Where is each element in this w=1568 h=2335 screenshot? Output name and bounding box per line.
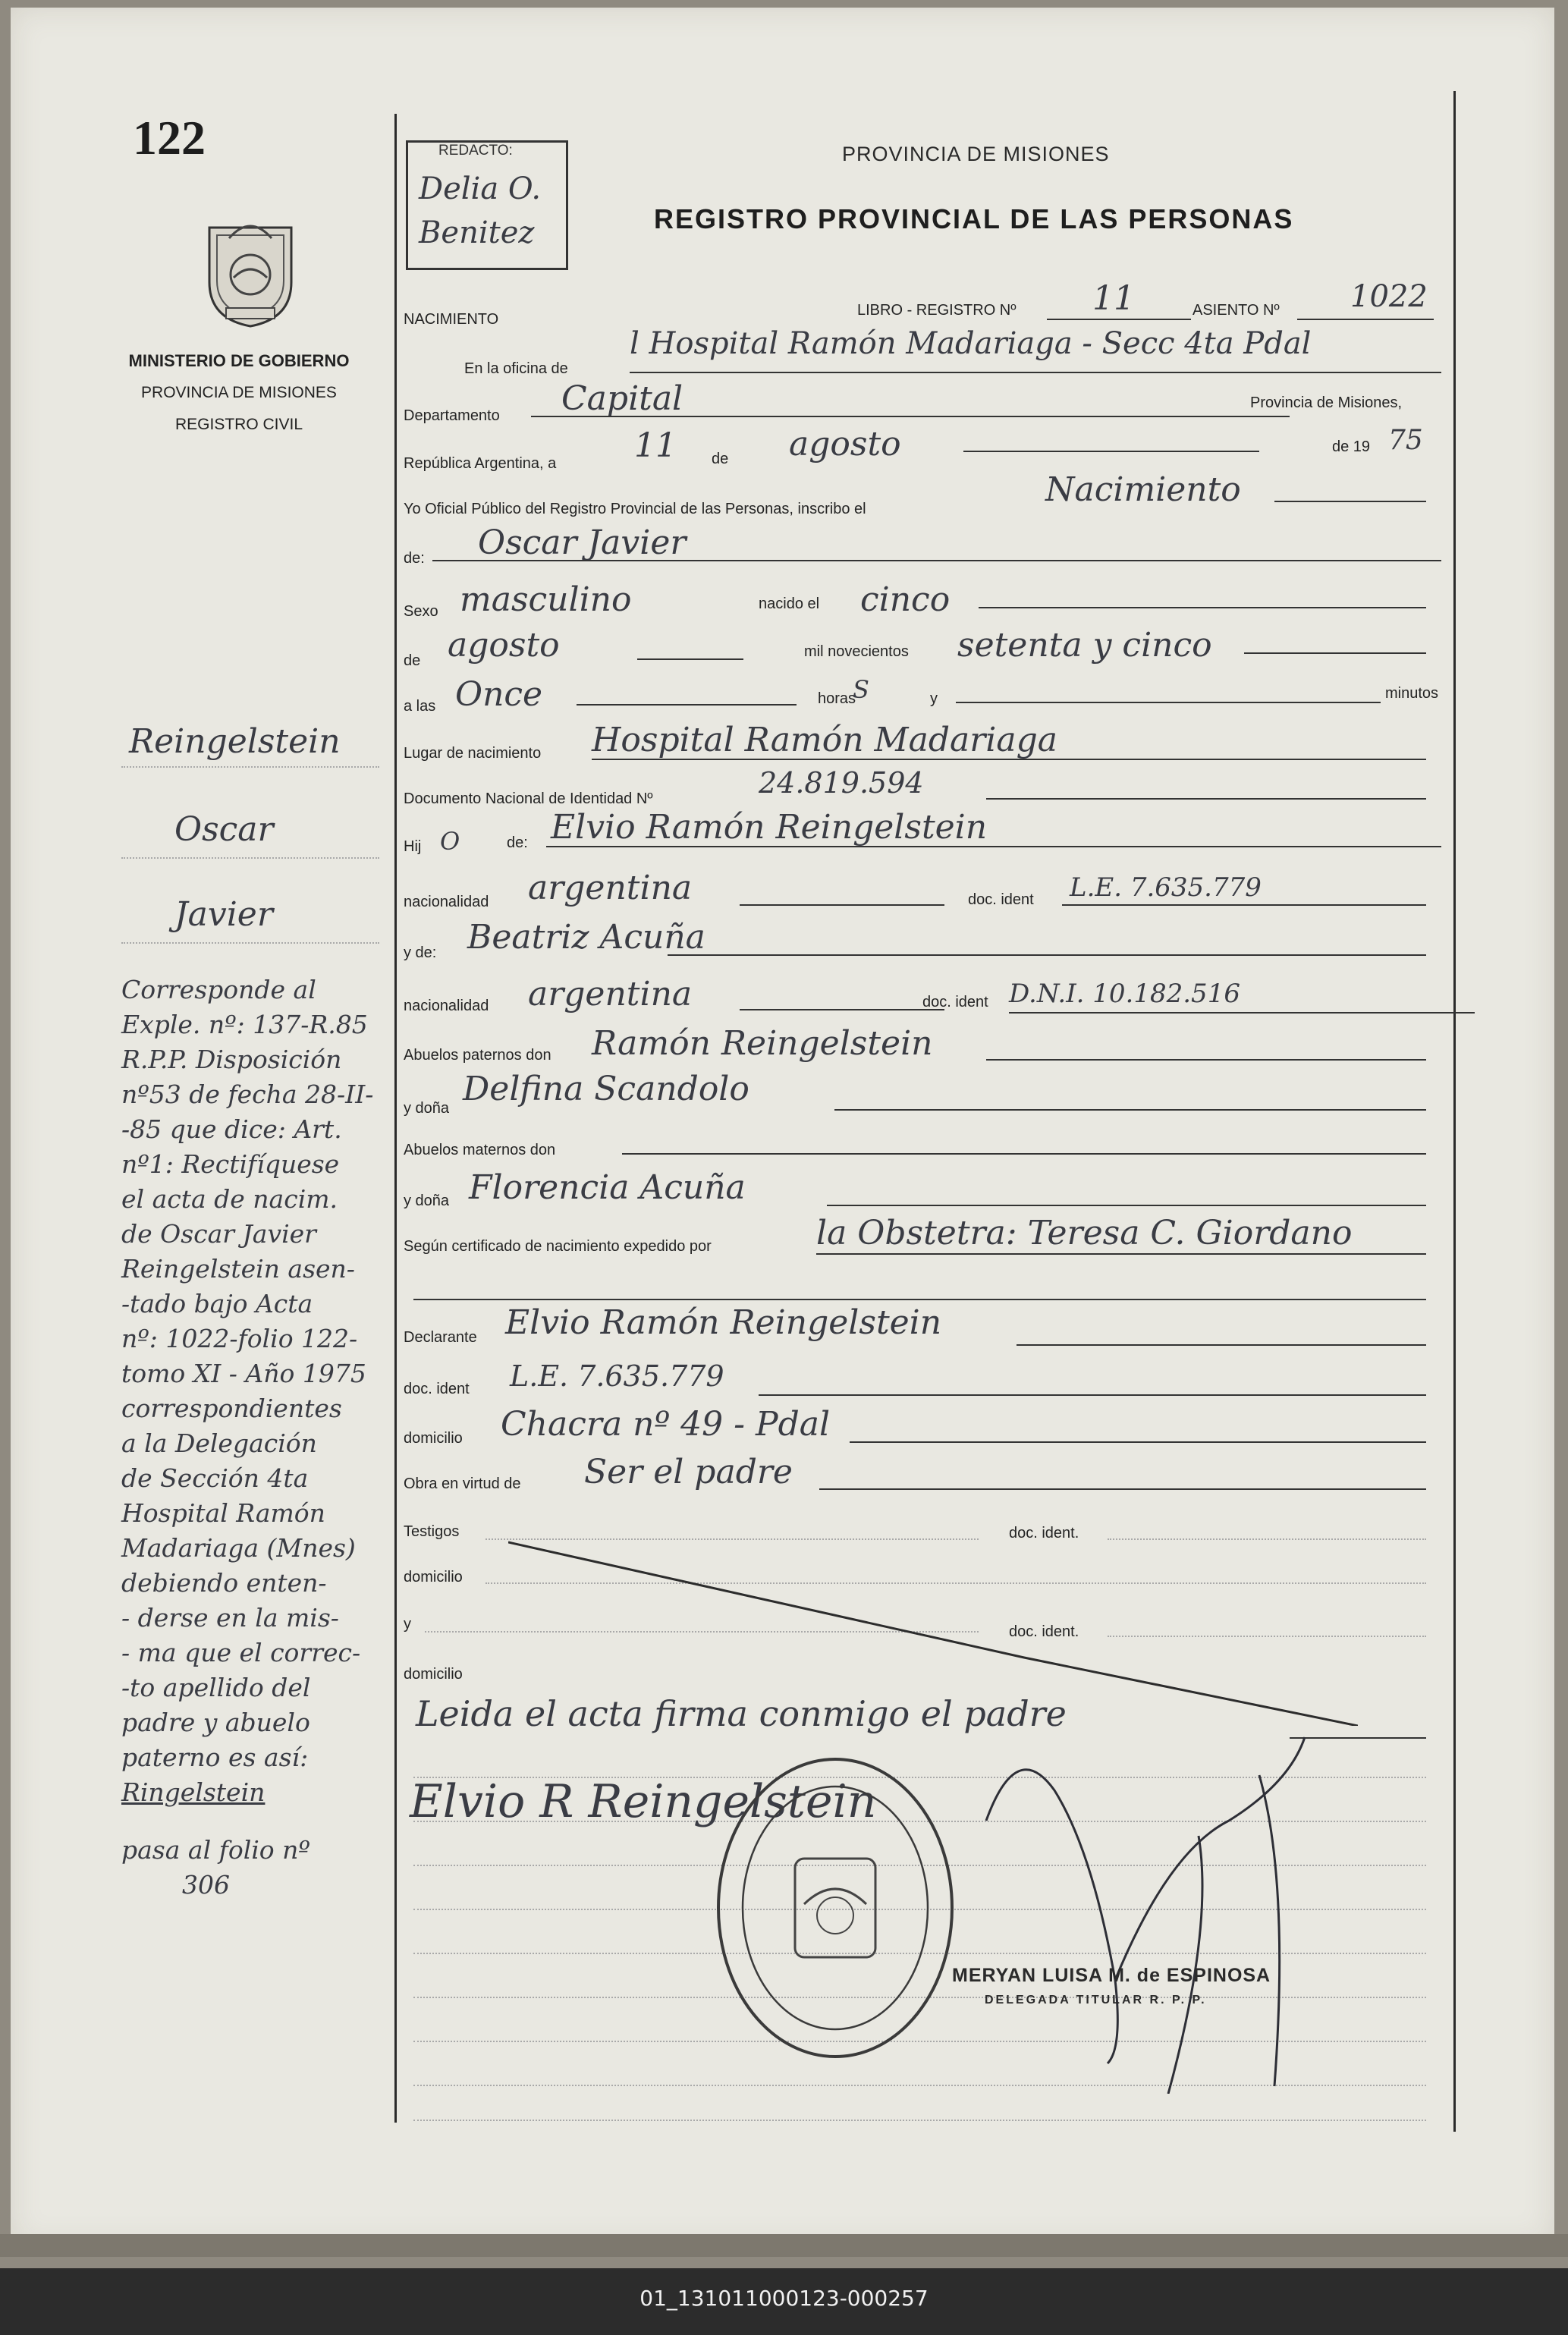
label-testigos: Testigos bbox=[404, 1523, 460, 1540]
value-padre-nac: argentina bbox=[528, 869, 693, 907]
note-line: de Sección 4ta bbox=[121, 1463, 309, 1493]
fill-line bbox=[531, 416, 1290, 417]
label-de: de bbox=[712, 451, 729, 467]
note-line: 306 bbox=[182, 1870, 230, 1900]
label-departamento: Departamento bbox=[404, 407, 500, 424]
margin-line bbox=[121, 766, 379, 768]
value-hijo-suffix: O bbox=[440, 827, 460, 856]
note-line: R.P.P. Disposición bbox=[121, 1045, 342, 1074]
value-departamento: Capital bbox=[561, 379, 683, 418]
image-id-caption: 01_131011000123-000257 bbox=[0, 2268, 1568, 2335]
value-abuelo-pat: Ramón Reingelstein bbox=[592, 1024, 933, 1063]
note-line: nº53 de fecha 28-II- bbox=[121, 1080, 374, 1109]
value-dni: 24.819.594 bbox=[759, 766, 924, 800]
fill-line bbox=[979, 607, 1426, 608]
label-de-year: de 19 bbox=[1332, 438, 1371, 455]
note-line: el acta de nacim. bbox=[121, 1184, 338, 1214]
label-y-de: y de: bbox=[404, 944, 437, 961]
label-asiento: ASIENTO Nº bbox=[1192, 302, 1280, 319]
label-nacido-el: nacido el bbox=[759, 596, 820, 612]
value-nacido-dia: cinco bbox=[860, 580, 951, 619]
label-hijo-de: de: bbox=[507, 834, 528, 851]
fill-line bbox=[1062, 904, 1426, 906]
official-name: MERYAN LUISA M. de ESPINOSA bbox=[952, 1965, 1271, 1986]
declarant-signature: Elvio R Reingelstein bbox=[410, 1775, 877, 1828]
note-line: correspondientes bbox=[121, 1394, 342, 1423]
note-line: debiendo enten- bbox=[121, 1568, 327, 1598]
value-sexo: masculino bbox=[460, 580, 632, 619]
redacto-label: REDACTO: bbox=[438, 143, 513, 159]
label-de-nombre: de: bbox=[404, 550, 425, 567]
page-edge bbox=[0, 2234, 1568, 2257]
fill-line bbox=[577, 704, 797, 706]
fill-line bbox=[668, 954, 1426, 956]
note-line: nº: 1022-folio 122- bbox=[121, 1324, 358, 1353]
label-y-dona-mat: y doña bbox=[404, 1193, 450, 1209]
label-doc-ident-testigo2: doc. ident. bbox=[1009, 1623, 1079, 1640]
fill-line bbox=[1017, 1344, 1426, 1346]
fill-line bbox=[1047, 319, 1191, 320]
label-doc-ident-testigo1: doc. ident. bbox=[1009, 1525, 1079, 1541]
header-province: PROVINCIA DE MISIONES bbox=[842, 143, 1110, 165]
value-obra: Ser el padre bbox=[584, 1453, 793, 1491]
note-line: a la Delegación bbox=[121, 1428, 317, 1458]
label-sexo: Sexo bbox=[404, 603, 438, 620]
label-domicilio-testigo2: domicilio bbox=[404, 1666, 463, 1683]
fill-line bbox=[630, 372, 1441, 373]
fill-line bbox=[413, 1299, 1426, 1300]
label-y-dona-pat: y doña bbox=[404, 1100, 450, 1117]
folio-number: 122 bbox=[133, 111, 206, 165]
label-y-testigo2: y bbox=[404, 1616, 411, 1633]
fill-line bbox=[432, 560, 1441, 561]
fill-line bbox=[546, 846, 1441, 847]
value-anio: 75 bbox=[1388, 425, 1423, 456]
note-line: paterno es así: bbox=[121, 1743, 309, 1772]
value-abuela-mat: Florencia Acuña bbox=[469, 1168, 746, 1207]
fill-line bbox=[1244, 652, 1426, 654]
margin-first-name: Oscar bbox=[174, 810, 274, 849]
note-line: nº1: Rectifíquese bbox=[121, 1149, 340, 1179]
label-y: y bbox=[930, 690, 938, 707]
official-signature bbox=[971, 1730, 1320, 2094]
label-abuelos-maternos: Abuelos maternos don bbox=[404, 1142, 556, 1158]
value-leida: Leida el acta firma conmigo el padre bbox=[416, 1693, 1067, 1734]
note-line: padre y abuelo bbox=[121, 1708, 310, 1737]
fill-line bbox=[956, 702, 1381, 703]
label-dni: Documento Nacional de Identidad Nº bbox=[404, 790, 653, 807]
redacto-name-line2: Benitez bbox=[419, 215, 535, 250]
label-republica: República Argentina, a bbox=[404, 455, 557, 472]
label-doc-ident-declarante: doc. ident bbox=[404, 1381, 470, 1397]
label-libro: LIBRO - REGISTRO Nº bbox=[857, 302, 1017, 319]
ministry-block bbox=[114, 345, 364, 441]
fill-line bbox=[986, 1059, 1426, 1061]
value-dia: 11 bbox=[634, 426, 677, 465]
margin-line bbox=[121, 857, 379, 859]
label-yo-oficial: Yo Oficial Público del Registro Provincial de las Personas, inscribo el bbox=[404, 501, 866, 517]
label-minutos: minutos bbox=[1385, 685, 1439, 702]
value-hora: Once bbox=[455, 675, 543, 714]
value-abuela-pat: Delfina Scandolo bbox=[463, 1070, 749, 1108]
note-line: -tado bajo Acta bbox=[121, 1289, 313, 1318]
label-nacionalidad-padre: nacionalidad bbox=[404, 894, 489, 910]
fill-line bbox=[819, 1488, 1426, 1490]
fill-line bbox=[816, 1253, 1426, 1255]
margin-rule bbox=[394, 114, 397, 2123]
fill-line bbox=[1297, 319, 1434, 320]
label-lugar: Lugar de nacimiento bbox=[404, 745, 542, 762]
value-asiento: 1022 bbox=[1350, 279, 1428, 314]
ministry-province: PROVINCIA DE MISIONES bbox=[141, 384, 337, 401]
label-oficina: En la oficina de bbox=[464, 360, 568, 377]
note-line: Ringelstein bbox=[121, 1777, 266, 1807]
value-nacido-anio: setenta y cinco bbox=[957, 626, 1212, 665]
margin-surname: Reingelstein bbox=[129, 722, 341, 761]
fill-line bbox=[622, 1153, 1426, 1155]
value-mes: agosto bbox=[789, 425, 901, 464]
note-line: Madariaga (Mnes) bbox=[121, 1533, 356, 1563]
note-line: -85 que dice: Art. bbox=[121, 1114, 342, 1144]
note-line: tomo XI - Año 1975 bbox=[121, 1359, 366, 1388]
redacto-name-line1: Delia O. bbox=[419, 171, 542, 206]
value-libro: 11 bbox=[1092, 279, 1135, 318]
label-domicilio-testigo1: domicilio bbox=[404, 1569, 463, 1585]
label-abuelos-paternos: Abuelos paternos don bbox=[404, 1047, 551, 1064]
note-line: pasa al folio nº bbox=[121, 1835, 310, 1865]
label-segun: Según certificado de nacimiento expedido por bbox=[404, 1238, 712, 1255]
label-nacimiento: NACIMIENTO bbox=[404, 311, 499, 328]
note-line: Corresponde al bbox=[121, 975, 316, 1004]
fill-line bbox=[963, 451, 1259, 452]
label-de-mes: de bbox=[404, 652, 421, 669]
note-line: Reingelstein asen- bbox=[121, 1254, 355, 1284]
value-padre-doc: L.E. 7.635.779 bbox=[1070, 872, 1262, 903]
fill-line bbox=[740, 904, 944, 906]
value-decl-doc: L.E. 7.635.779 bbox=[510, 1359, 724, 1393]
value-nombre: Oscar Javier bbox=[478, 523, 687, 562]
note-line: - derse en la mis- bbox=[121, 1603, 339, 1633]
value-declarante: Elvio Ramón Reingelstein bbox=[505, 1303, 942, 1342]
fill-line bbox=[637, 658, 743, 660]
label-nacionalidad-madre: nacionalidad bbox=[404, 998, 489, 1014]
label-hijo: Hij bbox=[404, 838, 422, 855]
value-decl-dom: Chacra nº 49 - Pdal bbox=[501, 1405, 831, 1444]
fill-line bbox=[1009, 1012, 1475, 1014]
official-title: DELEGADA TITULAR R. P. P. bbox=[985, 1994, 1207, 2007]
label-doc-ident-padre: doc. ident bbox=[968, 891, 1034, 908]
value-madre-doc: D.N.I. 10.182.516 bbox=[1009, 979, 1240, 1009]
fill-line bbox=[1274, 501, 1426, 502]
value-lugar: Hospital Ramón Madariaga bbox=[592, 721, 1057, 759]
ministry-registry: REGISTRO CIVIL bbox=[174, 416, 303, 433]
redacto-name bbox=[419, 167, 541, 255]
value-madre: Beatriz Acuña bbox=[467, 918, 705, 957]
note-line: -to apellido del bbox=[121, 1673, 311, 1702]
note-line: Hospital Ramón bbox=[121, 1498, 325, 1528]
label-declarante: Declarante bbox=[404, 1329, 477, 1346]
note-line: - ma que el correc- bbox=[121, 1638, 361, 1667]
note-line: de Oscar Javier bbox=[121, 1219, 316, 1249]
fill-line bbox=[850, 1441, 1426, 1443]
right-rule bbox=[1453, 91, 1456, 2132]
value-acto: Nacimiento bbox=[1045, 470, 1241, 509]
coat-of-arms-icon bbox=[199, 208, 302, 329]
fill-line bbox=[740, 1009, 944, 1010]
label-prov-misiones: Provincia de Misiones, bbox=[1250, 394, 1403, 411]
fill-line bbox=[592, 759, 1426, 760]
header-title: REGISTRO PROVINCIAL DE LAS PERSONAS bbox=[654, 203, 1294, 234]
value-padre: Elvio Ramón Reingelstein bbox=[551, 808, 988, 847]
official-stamp bbox=[713, 1752, 957, 2063]
fill-line bbox=[834, 1109, 1426, 1111]
ruled-line bbox=[413, 2120, 1426, 2121]
value-hora-suffix: S bbox=[853, 675, 869, 704]
label-obra: Obra en virtud de bbox=[404, 1475, 521, 1492]
label-horas: horas bbox=[818, 690, 856, 707]
ministry-name: MINISTERIO DE GOBIERNO bbox=[128, 351, 350, 370]
value-segun: la Obstetra: Teresa C. Giordano bbox=[816, 1214, 1353, 1252]
label-mil: mil novecientos bbox=[804, 643, 909, 660]
note-line: Exple. nº: 137-R.85 bbox=[121, 1010, 368, 1039]
fill-line bbox=[827, 1205, 1426, 1206]
label-domicilio-declarante: domicilio bbox=[404, 1430, 463, 1447]
value-nacido-mes: agosto bbox=[448, 626, 560, 665]
margin-second-name: Javier bbox=[174, 895, 273, 934]
value-oficina: l Hospital Ramón Madariaga - Secc 4ta Pdal bbox=[630, 326, 1312, 361]
margin-annotation bbox=[121, 973, 379, 1903]
value-madre-nac: argentina bbox=[528, 975, 693, 1014]
label-doc-ident-madre: doc. ident bbox=[922, 994, 988, 1010]
margin-line bbox=[121, 942, 379, 944]
fill-line bbox=[986, 798, 1426, 800]
fill-line bbox=[759, 1394, 1426, 1396]
label-a-las: a las bbox=[404, 698, 436, 715]
